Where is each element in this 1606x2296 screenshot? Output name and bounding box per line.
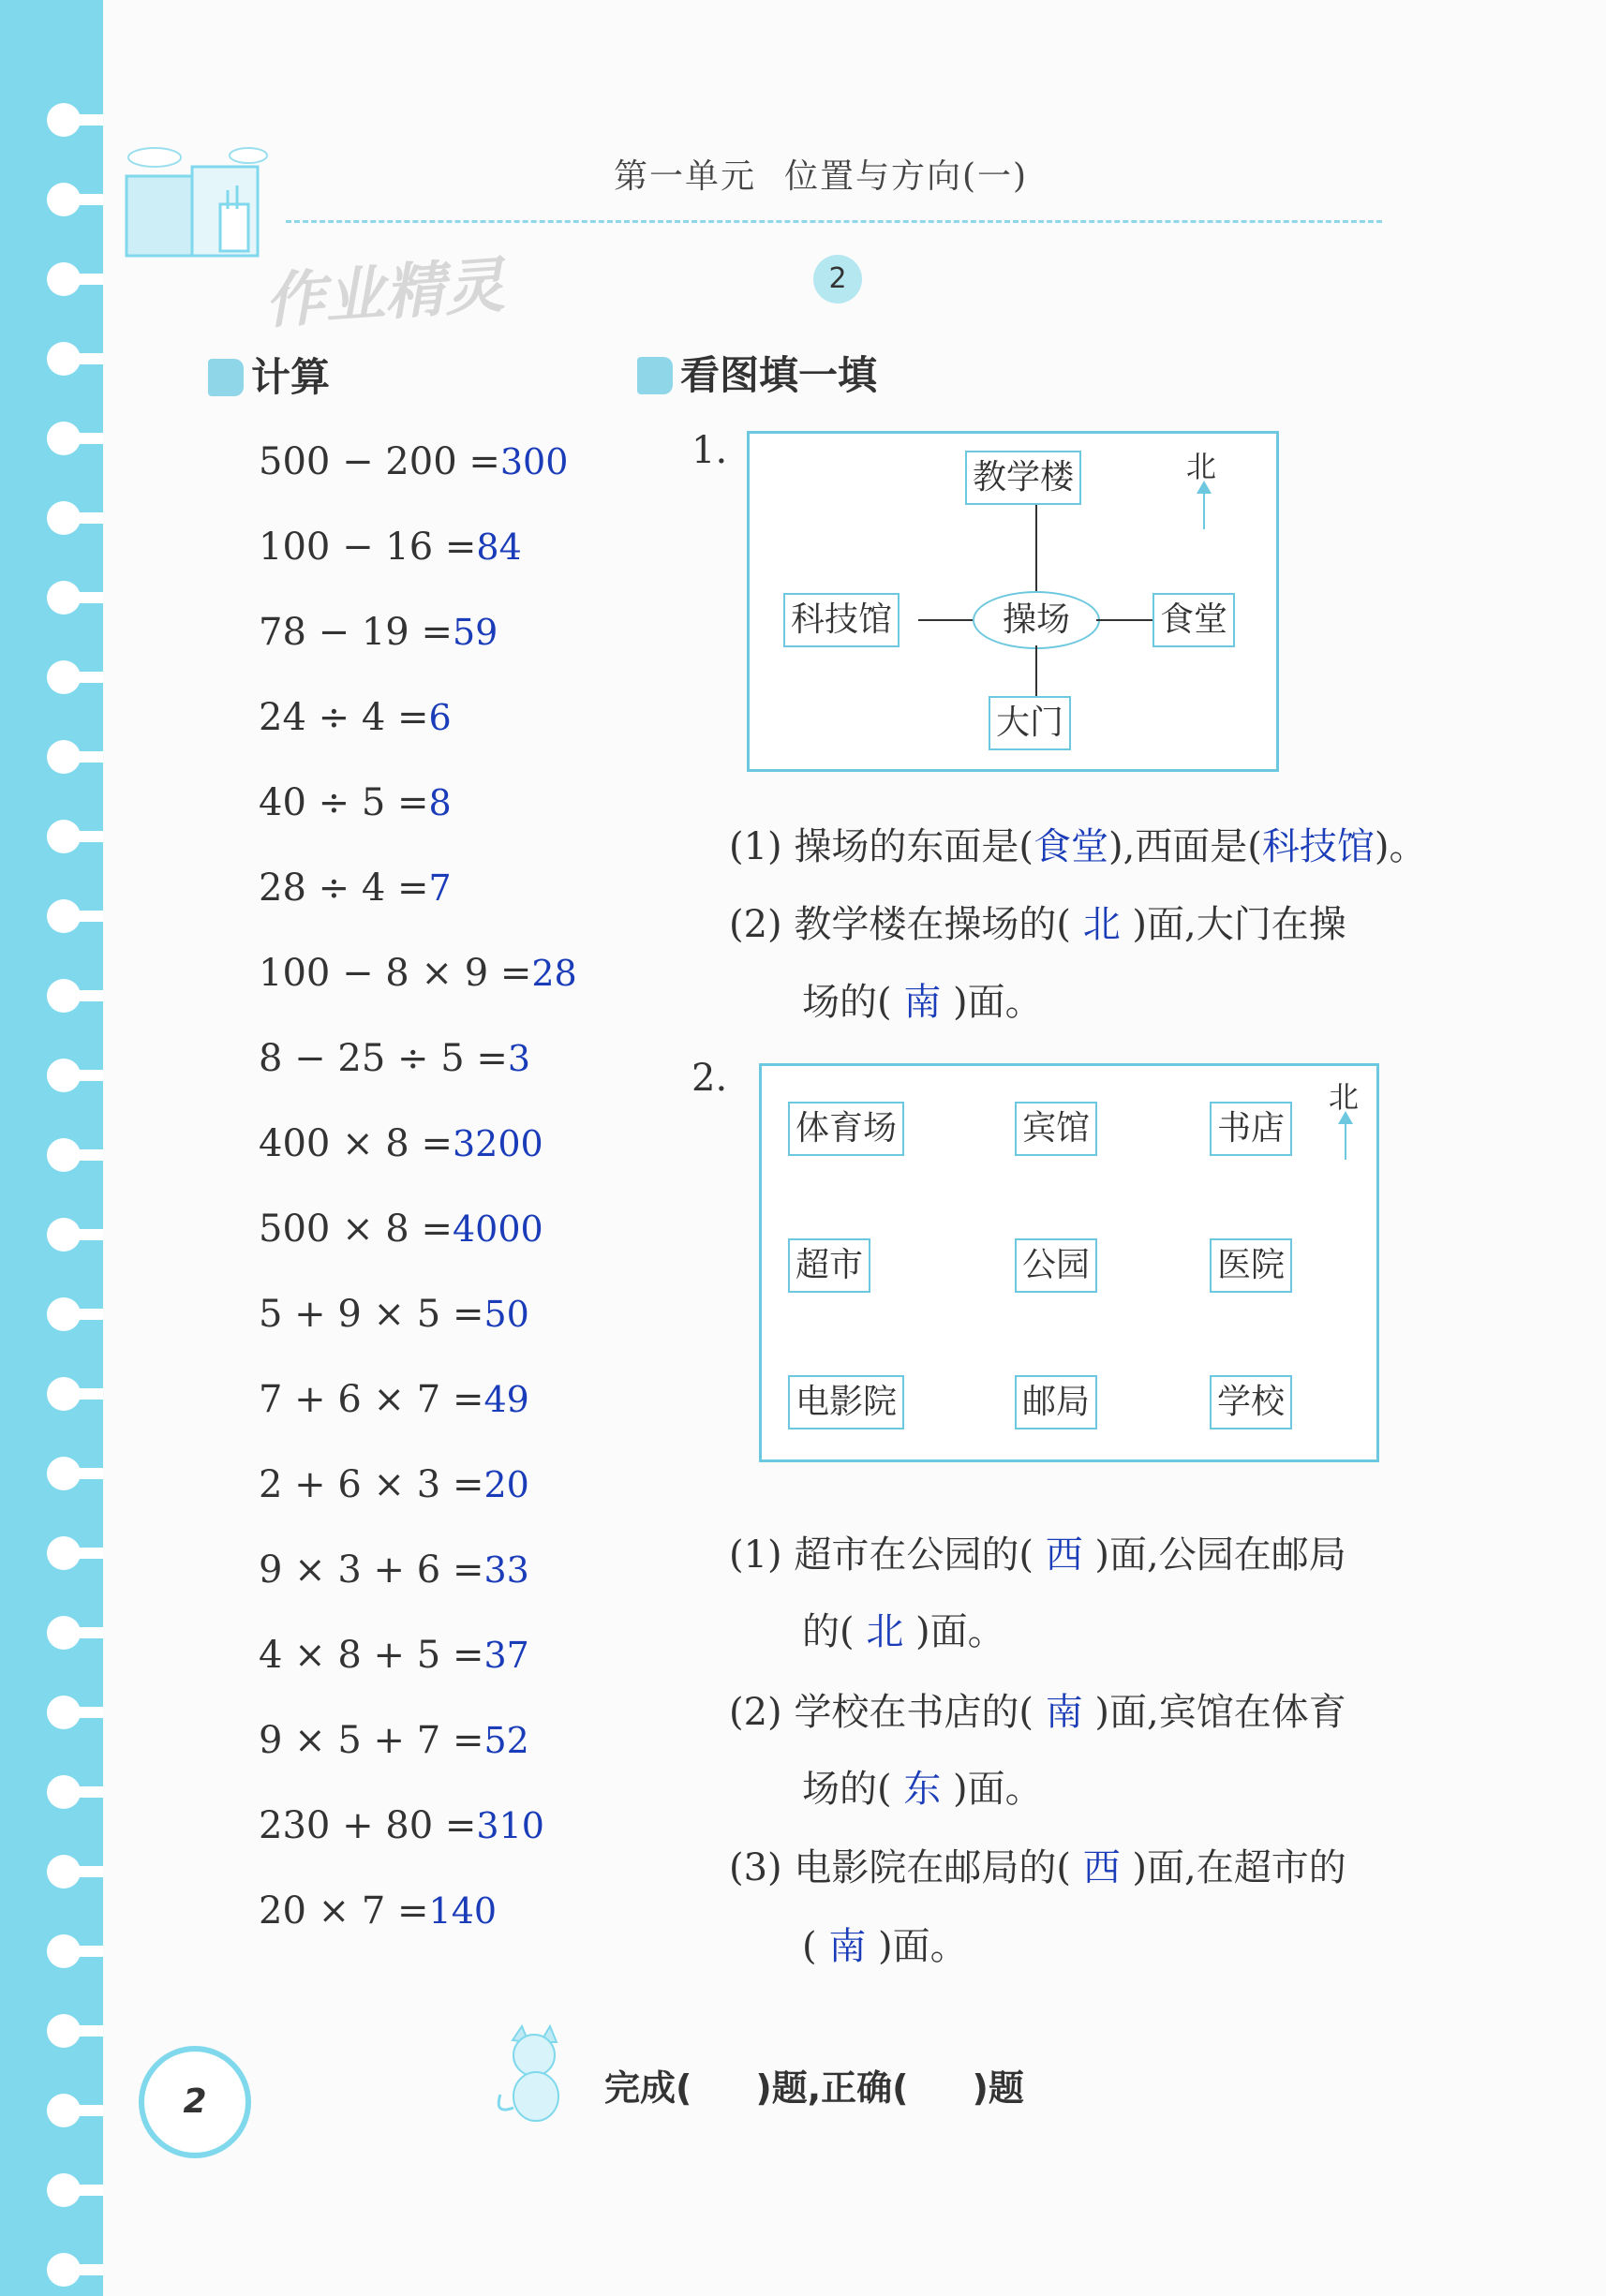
calculation-expression: 500 × 8 = — [259, 1207, 453, 1251]
north-arrow-icon — [1345, 1120, 1346, 1160]
question-2-1: (1) 超市在公园的( 西 )面,公园在邮局 — [729, 1533, 1346, 1577]
answer-fill: 食堂 — [1033, 825, 1108, 868]
spiral-hole-bar — [64, 1070, 109, 1081]
spiral-hole-bar — [64, 1309, 109, 1320]
page-number: 2 — [139, 2046, 251, 2158]
calculation-row — [259, 1719, 529, 1762]
calculation-row — [259, 781, 452, 824]
north-arrow-icon — [1203, 490, 1205, 529]
calculation-expression: 230 + 80 = — [259, 1804, 477, 1847]
spiral-hole-bar — [64, 2105, 109, 2116]
question-2-3: (3) 电影院在邮局的( 西 )面,在超市的 — [729, 1846, 1346, 1889]
spiral-hole-bar — [64, 1548, 109, 1559]
section-title-calc — [208, 347, 330, 403]
question-2-2-cont: 场的( 东 )面。 — [802, 1768, 1043, 1811]
calculation-answer: 140 — [428, 1890, 498, 1932]
spiral-hole-bar — [64, 1707, 109, 1718]
calculation-row — [259, 1804, 544, 1847]
spiral-hole-bar — [64, 433, 109, 444]
calculation-row — [259, 1378, 529, 1421]
spiral-hole-bar — [64, 592, 109, 603]
map-label-teaching-building: 教学楼 — [965, 451, 1081, 505]
map-place-label: 书店 — [1210, 1102, 1292, 1156]
map-place-label: 邮局 — [1015, 1375, 1097, 1429]
calculation-row — [259, 1207, 543, 1251]
map-connector — [1035, 645, 1037, 696]
calculation-row — [259, 1037, 530, 1080]
map-place-label: 公园 — [1015, 1238, 1097, 1293]
calculation-expression: 9 × 5 + 7 = — [259, 1719, 484, 1762]
calculation-answer: 52 — [483, 1720, 529, 1761]
calculation-expression: 2 + 6 × 3 = — [259, 1463, 484, 1506]
question-2-1-cont: 的( 北 )面。 — [802, 1610, 1005, 1653]
question-2-2: (2) 学校在书店的( 南 )面,宾馆在体育 — [729, 1691, 1346, 1734]
question-1-1: (1) 操场的东面是(食堂),西面是(科技馆)。 — [729, 825, 1427, 868]
calculation-expression: 7 + 6 × 7 = — [259, 1378, 484, 1421]
calculation-expression: 24 ÷ 4 = — [259, 696, 429, 739]
map-label-gate: 大门 — [989, 696, 1071, 750]
section-title-text: 计算 — [251, 354, 331, 400]
answer-fill: 南 — [903, 981, 942, 1024]
calculation-expression: 4 × 8 + 5 = — [259, 1634, 484, 1677]
unit-label: 第一单元 — [614, 157, 757, 196]
map-place-label: 超市 — [788, 1238, 870, 1293]
map-label-playground: 操场 — [973, 591, 1100, 649]
book-icon — [637, 357, 673, 394]
calculation-row — [259, 1889, 497, 1933]
spiral-hole-bar — [64, 194, 109, 205]
calculation-row — [259, 440, 568, 483]
answer-fill: 东 — [903, 1768, 942, 1811]
spiral-hole-bar — [64, 911, 109, 922]
map-place-label: 电影院 — [788, 1375, 904, 1429]
school-map — [747, 431, 1279, 772]
answer-fill: 西 — [1045, 1533, 1083, 1577]
town-map — [759, 1063, 1379, 1462]
calculation-answer: 4000 — [452, 1208, 543, 1250]
map-place-label: 宾馆 — [1015, 1102, 1097, 1156]
calculation-row — [259, 696, 452, 739]
answer-fill: 科技馆 — [1261, 825, 1375, 868]
spiral-hole-bar — [64, 1627, 109, 1638]
section-title-text: 看图填一填 — [680, 352, 878, 398]
calculation-expression: 100 − 8 × 9 = — [259, 952, 532, 995]
spiral-hole-bar — [64, 512, 109, 524]
calculation-answer: 3 — [507, 1038, 531, 1079]
spiral-hole-bar — [64, 751, 109, 763]
map-place-label: 学校 — [1210, 1375, 1292, 1429]
calculation-row — [259, 611, 498, 654]
calculation-expression: 28 ÷ 4 = — [259, 867, 429, 910]
spiral-hole-bar — [64, 353, 109, 364]
map-label-canteen: 食堂 — [1152, 593, 1235, 647]
calculation-answer: 28 — [531, 953, 577, 994]
desk-illustration-icon — [117, 139, 276, 270]
header-divider — [286, 220, 1382, 223]
question-2-3-cont: ( 南 )面。 — [802, 1925, 968, 1968]
north-label: 北 — [1329, 1079, 1360, 1115]
lesson-number-badge: 2 — [813, 255, 862, 304]
cat-icon — [489, 2022, 573, 2125]
calculation-expression: 40 ÷ 5 = — [259, 781, 429, 824]
calculation-answer: 7 — [428, 867, 452, 909]
calculation-expression: 400 × 8 = — [259, 1122, 453, 1165]
map-connector — [1096, 619, 1154, 621]
answer-fill: 西 — [1082, 1846, 1121, 1889]
calculation-expression: 5 + 9 × 5 = — [259, 1293, 484, 1336]
question-1-2-cont: 场的( 南 )面。 — [802, 981, 1043, 1024]
problem-number: 2. — [691, 1057, 728, 1100]
spiral-hole-bar — [64, 1229, 109, 1240]
calculation-row — [259, 1463, 529, 1506]
spiral-hole-bar — [64, 1866, 109, 1877]
spiral-hole-bar — [64, 1946, 109, 1957]
calculation-row — [259, 952, 577, 995]
spiral-hole-bar — [64, 672, 109, 683]
calculation-expression: 9 × 3 + 6 = — [259, 1548, 484, 1592]
calculation-answer: 59 — [452, 612, 498, 653]
calculation-answer: 300 — [499, 441, 569, 482]
map-place-label: 体育场 — [788, 1102, 904, 1156]
book-icon — [208, 359, 244, 396]
spiral-hole-bar — [64, 1388, 109, 1400]
spiral-hole-bar — [64, 274, 109, 285]
map-connector — [1035, 505, 1037, 597]
calculation-row — [259, 526, 522, 569]
calculation-answer: 49 — [483, 1379, 529, 1420]
watermark: 作业精灵 — [262, 251, 507, 337]
calculation-answer: 6 — [428, 697, 452, 738]
calculation-expression: 100 − 16 = — [259, 526, 477, 569]
north-label: 北 — [1186, 449, 1217, 484]
answer-fill: 北 — [866, 1610, 904, 1653]
spiral-hole-bar — [64, 114, 109, 126]
calculation-answer: 37 — [483, 1635, 529, 1676]
page-header — [614, 150, 1028, 198]
calculation-answer: 3200 — [452, 1123, 543, 1164]
calculation-answer: 84 — [476, 526, 522, 568]
spiral-hole-bar — [64, 2185, 109, 2196]
calculation-row — [259, 1548, 529, 1592]
map-place-label: 医院 — [1210, 1238, 1292, 1293]
spiral-hole-bar — [64, 1468, 109, 1479]
unit-title: 位置与方向(一) — [784, 157, 1029, 196]
calculation-expression: 78 − 19 = — [259, 611, 453, 654]
spiral-hole-bar — [64, 831, 109, 842]
calculation-row — [259, 867, 452, 910]
calculation-answer: 20 — [483, 1464, 529, 1505]
calculation-answer: 310 — [476, 1805, 544, 1846]
problem-number: 1. — [691, 429, 728, 472]
spiral-hole-bar — [64, 1786, 109, 1798]
calculation-answer: 50 — [483, 1294, 529, 1335]
calculation-expression: 20 × 7 = — [259, 1889, 429, 1933]
calculation-row — [259, 1634, 529, 1677]
spiral-hole-bar — [64, 1149, 109, 1161]
answer-fill: 南 — [1045, 1691, 1083, 1734]
calculation-expression: 8 − 25 ÷ 5 = — [259, 1037, 508, 1080]
calculation-row — [259, 1293, 529, 1336]
answer-fill: 北 — [1082, 903, 1121, 946]
answer-fill: 南 — [828, 1925, 867, 1968]
calculation-answer: 33 — [483, 1549, 529, 1591]
spiral-hole-bar — [64, 2264, 109, 2275]
calculation-row — [259, 1122, 543, 1165]
spiral-hole-bar — [64, 990, 109, 1001]
map-connector — [918, 619, 974, 621]
map-label-science-museum: 科技馆 — [783, 593, 900, 647]
completion-footer: 完成( )题,正确( )题 — [604, 2067, 1024, 2109]
calculation-answer: 8 — [428, 782, 452, 823]
spiral-hole-bar — [64, 2025, 109, 2037]
section-title-map — [637, 345, 877, 401]
calculation-expression: 500 − 200 = — [259, 440, 500, 483]
question-1-2: (2) 教学楼在操场的( 北 )面,大门在操 — [729, 903, 1346, 946]
